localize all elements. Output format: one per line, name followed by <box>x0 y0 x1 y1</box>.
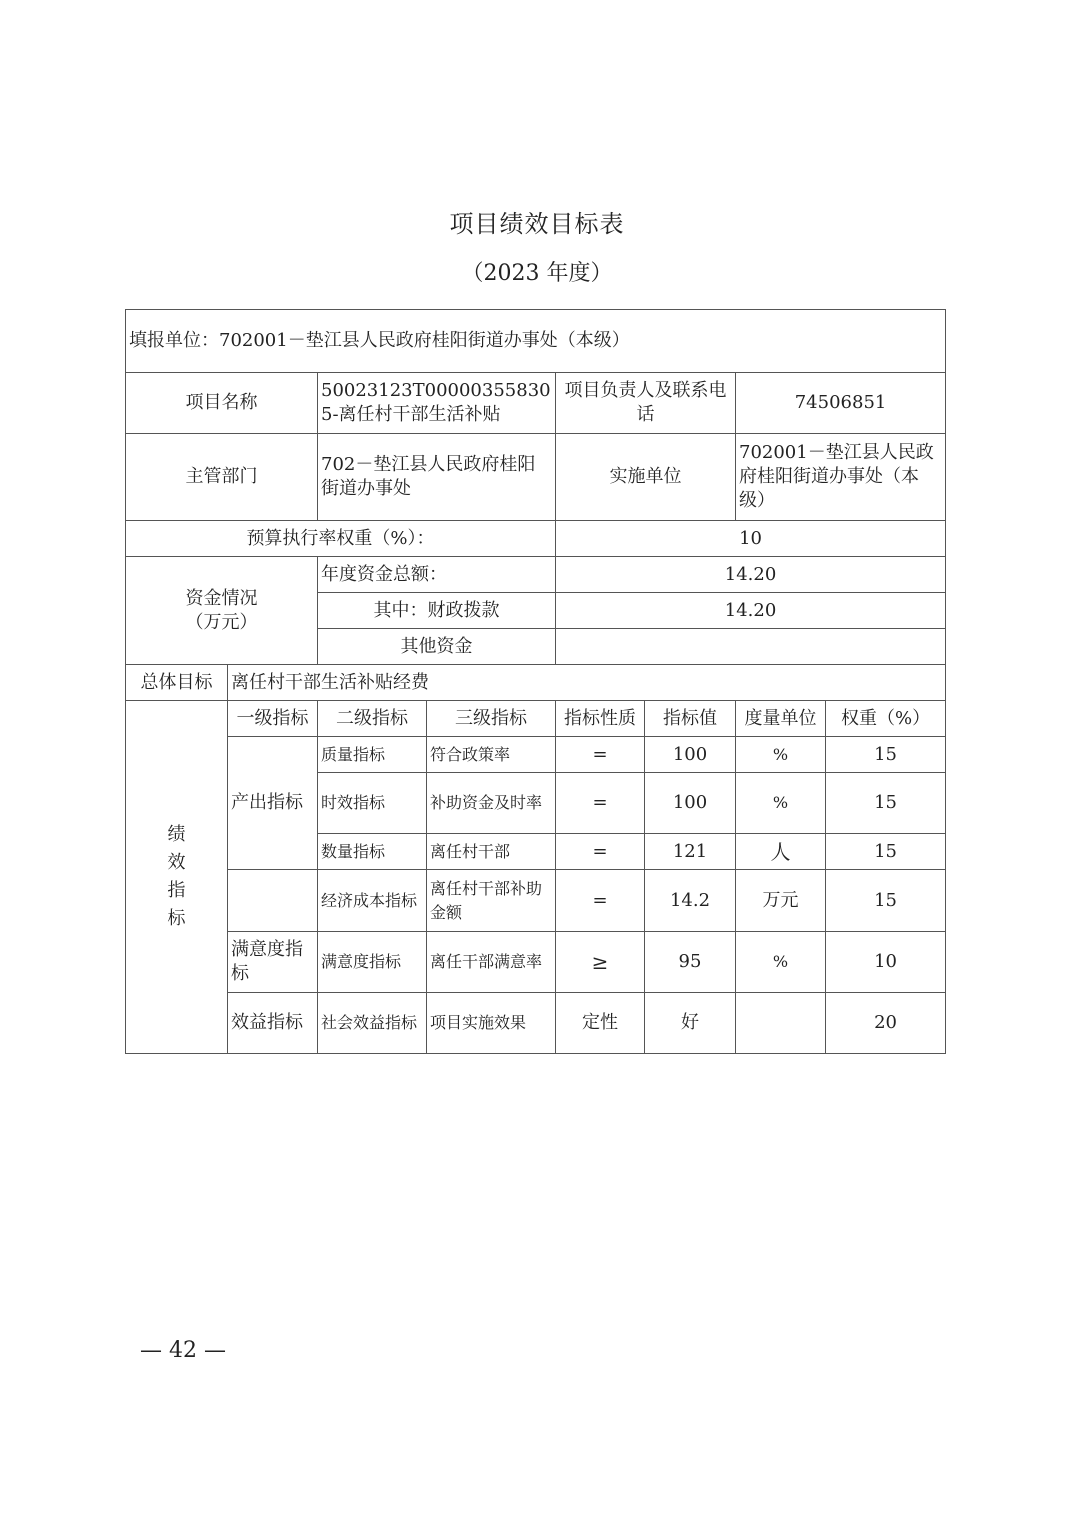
row-value: 95 <box>645 932 736 993</box>
goal-row <box>126 665 946 701</box>
budget-rate-label: 预算执行率权重（%）： <box>126 521 556 557</box>
impl-unit-value: 702001－垫江县人民政府桂阳街道办事处（本级） <box>736 434 946 521</box>
row-weight: 10 <box>826 932 946 993</box>
row-value: 121 <box>645 834 736 870</box>
row-level2: 满意度指标 <box>318 932 427 993</box>
project-name-label: 项目名称 <box>126 373 318 434</box>
row-weight: 15 <box>826 737 946 773</box>
page-subtitle: （2023 年度） <box>461 261 613 286</box>
funds-fiscal-label: 其中：财政拨款 <box>318 593 556 629</box>
level1-blank <box>228 870 318 932</box>
page-number: — 42 — <box>140 1338 226 1363</box>
goal-label: 总体目标 <box>126 665 228 701</box>
dept-label: 主管部门 <box>126 434 318 521</box>
header-value: 指标值 <box>645 701 736 737</box>
indicators-section-text: 绩效指标 <box>167 824 186 929</box>
funds-total-label: 年度资金总额： <box>318 557 556 593</box>
project-name-value: 50023123T000003558305-离任村干部生活补贴 <box>318 373 556 434</box>
row-level2: 经济成本指标 <box>318 870 427 932</box>
header-level3: 三级指标 <box>427 701 556 737</box>
row-nature: = <box>556 870 645 932</box>
header-unit: 度量单位 <box>736 701 826 737</box>
row-unit: % <box>736 932 826 993</box>
page-title: 项目绩效目标表 <box>449 210 625 238</box>
header-level1: 一级指标 <box>228 701 318 737</box>
table-row <box>126 932 946 993</box>
fill-unit: 填报单位：702001－垫江县人民政府桂阳街道办事处（本级） <box>126 310 946 373</box>
table-row <box>126 993 946 1054</box>
dept-value: 702－垫江县人民政府桂阳 街道办事处 <box>318 434 556 521</box>
row-value: 100 <box>645 773 736 834</box>
goal-value: 离任村干部生活补贴经费 <box>228 665 946 701</box>
funds-label-text: 资金情况（万元） <box>185 587 258 633</box>
funds-total-row <box>126 557 946 593</box>
row-unit: % <box>736 773 826 834</box>
row-value: 100 <box>645 737 736 773</box>
row-nature: = <box>556 737 645 773</box>
row-level2: 数量指标 <box>318 834 427 870</box>
row-unit: 万元 <box>736 870 826 932</box>
row-nature: 定性 <box>556 993 645 1054</box>
row-value: 好 <box>645 993 736 1054</box>
indicator-header-row <box>126 701 946 737</box>
row-level2: 质量指标 <box>318 737 427 773</box>
row-weight: 20 <box>826 993 946 1054</box>
row-unit: 人 <box>736 834 826 870</box>
row-level3: 补助资金及时率 <box>427 773 556 834</box>
row-level3: 项目实施效果 <box>427 993 556 1054</box>
funds-total-value: 14.20 <box>556 557 946 593</box>
row-nature: ≥ <box>556 932 645 993</box>
impl-unit-label: 实施单位 <box>556 434 736 521</box>
fill-unit-row <box>126 310 946 373</box>
indicators-section-label <box>126 701 228 1054</box>
row-weight: 15 <box>826 773 946 834</box>
level1-satisfaction: 满意度指标 <box>228 932 318 993</box>
row-level3: 离任干部满意率 <box>427 932 556 993</box>
row-level2: 时效指标 <box>318 773 427 834</box>
row-nature: = <box>556 773 645 834</box>
header-weight: 权重（%） <box>826 701 946 737</box>
funds-fiscal-value: 14.20 <box>556 593 946 629</box>
level1-output: 产出指标 <box>228 737 318 870</box>
header-nature: 指标性质 <box>556 701 645 737</box>
performance-target-table <box>125 309 946 1054</box>
project-owner-label: 项目负责人及联系电话 <box>556 373 736 434</box>
row-level3: 离任村干部 <box>427 834 556 870</box>
level1-benefit: 效益指标 <box>228 993 318 1054</box>
row-level3: 离任村干部补助金额 <box>427 870 556 932</box>
funds-other-value <box>556 629 946 665</box>
table-row <box>126 737 946 773</box>
budget-rate-value: 10 <box>556 521 946 557</box>
funds-label <box>126 557 318 665</box>
row-level3: 符合政策率 <box>427 737 556 773</box>
funds-other-label: 其他资金 <box>318 629 556 665</box>
row-weight: 15 <box>826 834 946 870</box>
row-unit <box>736 993 826 1054</box>
row-weight: 15 <box>826 870 946 932</box>
row-unit: % <box>736 737 826 773</box>
project-row <box>126 373 946 434</box>
budget-rate-row <box>126 521 946 557</box>
row-value: 14.2 <box>645 870 736 932</box>
header-level2: 二级指标 <box>318 701 427 737</box>
dept-row <box>126 434 946 521</box>
row-level2: 社会效益指标 <box>318 993 427 1054</box>
project-owner-value: 74506851 <box>736 373 946 434</box>
table-row <box>126 870 946 932</box>
row-nature: = <box>556 834 645 870</box>
